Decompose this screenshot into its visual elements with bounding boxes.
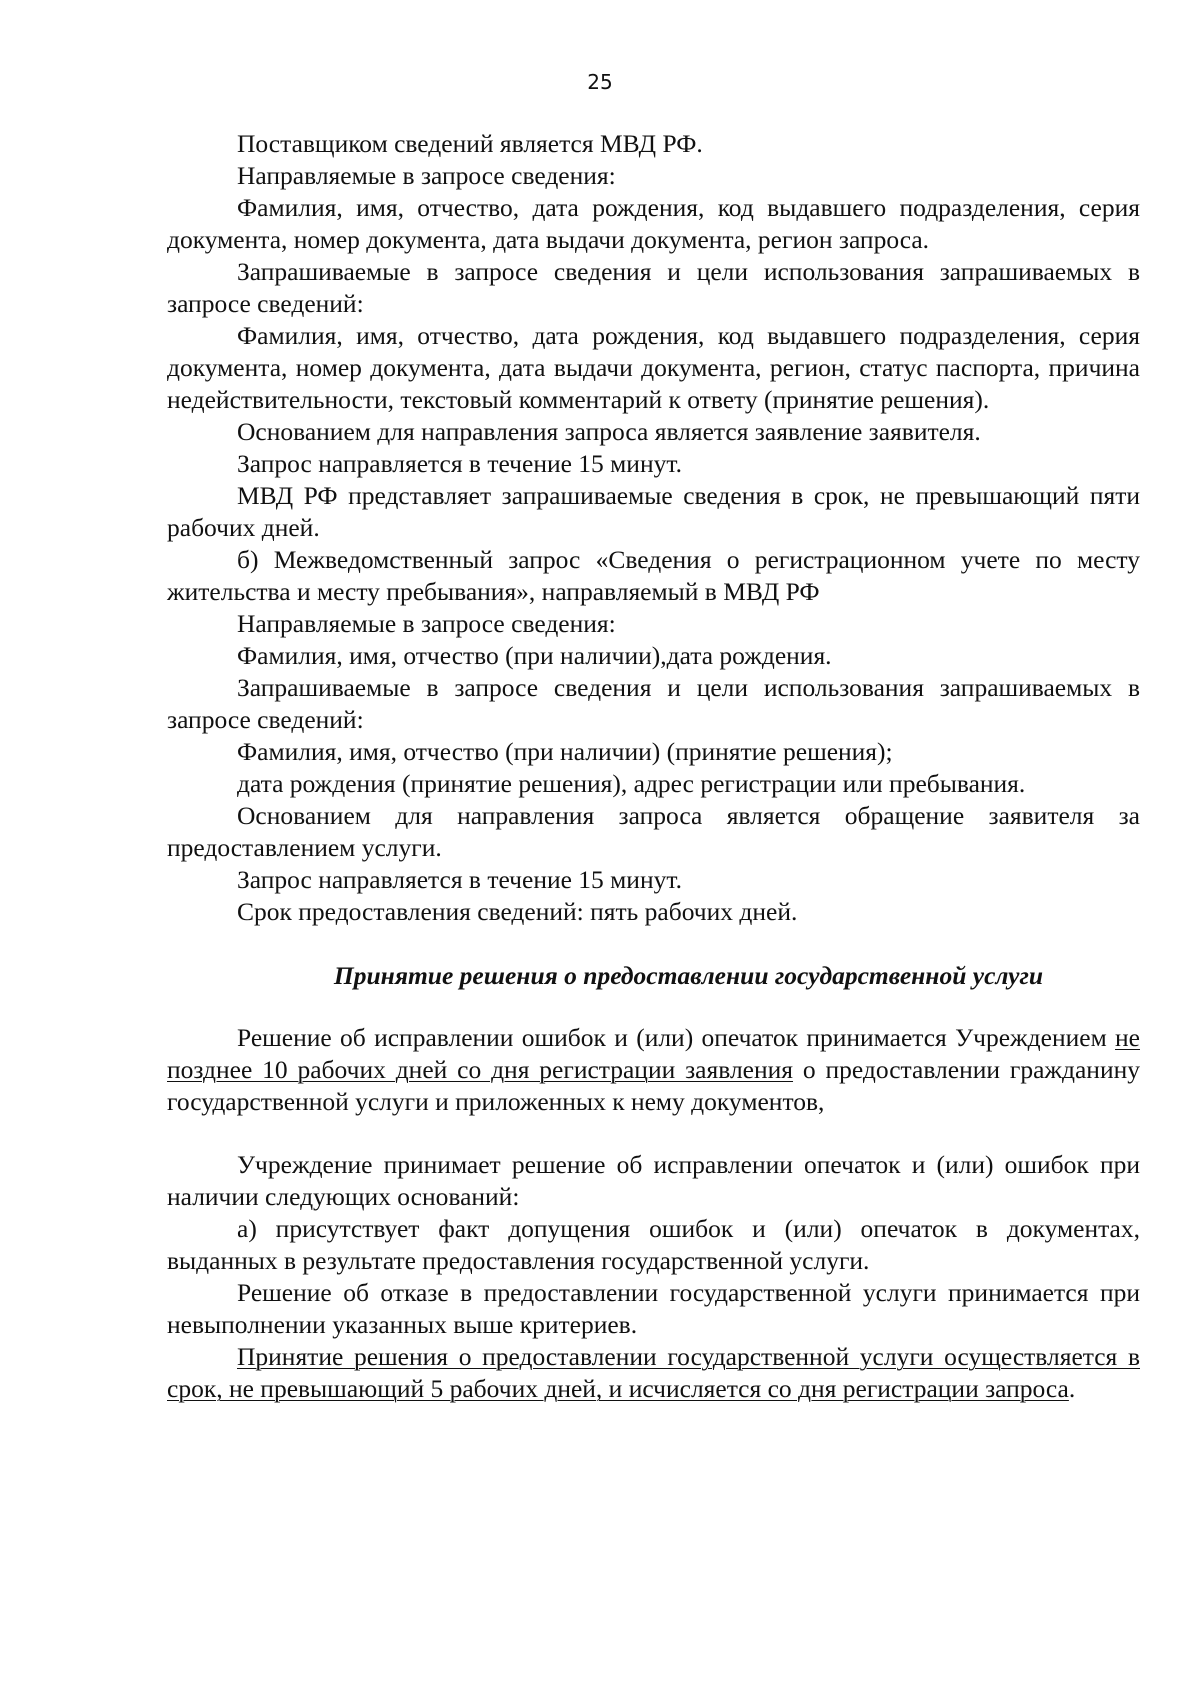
paragraph-refusal: Решение об отказе в предоставлении государственной услуги принимается при невыполнении указанных выше критериев. [167,1278,1140,1339]
paragraph-basis-b: Основанием для направления запроса является обращение заявителя за предоставлением услуги. [167,801,1140,862]
paragraph-decision-term [167,1341,1140,1405]
paragraph-correction-decision [167,1022,1140,1118]
paragraph-sent-data: Фамилия, имя, отчество, дата рождения, код выдавшего подразделения, серия документа, номер документа, дата выдачи документа, регион запроса. [167,193,1140,254]
underlined-deadline: не позднее 10 рабочих дней со дня регистрации заявления [167,1023,1140,1084]
paragraph-supplier: Поставщиком сведений является МВД РФ. [237,129,703,158]
paragraph-response-time-b: Срок предоставления сведений: пять рабочих дней. [237,897,798,926]
paragraph-requested-birth-b: дата рождения (принятие решения), адрес регистрации или пребывания. [237,769,1026,798]
paragraph-basis: Основанием для направления запроса является заявление заявителя. [237,417,981,446]
text-segment: . [1068,1374,1076,1403]
paragraph-institution-decision: Учреждение принимает решение об исправлении опечаток и (или) ошибок при наличии следующих оснований: [167,1150,1140,1211]
paragraph-requested-name-b: Фамилия, имя, отчество (при наличии) (принятие решения); [237,737,893,766]
text-segment: Решение об исправлении ошибок и (или) опечаток принимается Учреждением [237,1023,1116,1052]
paragraph-sent-data-label: Направляемые в запросе сведения: [237,161,616,190]
paragraph-basis-a: а) присутствует факт допущения ошибок и (или) опечаток в документах, выданных в результате предоставления государственной услуги. [167,1214,1140,1275]
paragraph-response-time: МВД РФ представляет запрашиваемые сведения в срок, не превышающий пяти рабочих дней. [167,481,1140,542]
paragraph-sent-data-label-b: Направляемые в запросе сведения: [237,609,616,638]
document-body [167,128,1140,1405]
paragraph-send-time-b: Запрос направляется в течение 15 минут. [237,865,682,894]
paragraph-requested-data-label-b: Запрашиваемые в запросе сведения и цели использования запрашиваемых в запросе сведений: [167,673,1140,734]
paragraph-sent-data-b: Фамилия, имя, отчество (при наличии),дата рождения. [237,641,832,670]
page-number: 25 [587,70,613,94]
paragraph-requested-data: Фамилия, имя, отчество, дата рождения, код выдавшего подразделения, серия документа, номер документа, дата выдачи документа, регион, статус паспорта, причина недействительности, текстовый комментарий к ответу (принятие решения). [167,321,1140,414]
paragraph-request-b: б) Межведомственный запрос «Сведения о регистрационном учете по месту жительства и месту пребывания», направляемый в МВД РФ [167,545,1140,606]
section-heading: Принятие решения о предоставлении государственной услуги [333,961,1044,990]
underlined-term: Принятие решения о предоставлении государственной услуги осуществляется в срок, не превышающий 5 рабочих дней, и исчисляется со дня регистрации запроса [167,1342,1140,1403]
paragraph-requested-data-label: Запрашиваемые в запросе сведения и цели использования запрашиваемых в запросе сведений: [167,257,1140,318]
text-segment: о предоставлении гражданину государственной услуги и приложенных к нему документов, [167,1055,1140,1116]
paragraph-send-time: Запрос направляется в течение 15 минут. [237,449,682,478]
